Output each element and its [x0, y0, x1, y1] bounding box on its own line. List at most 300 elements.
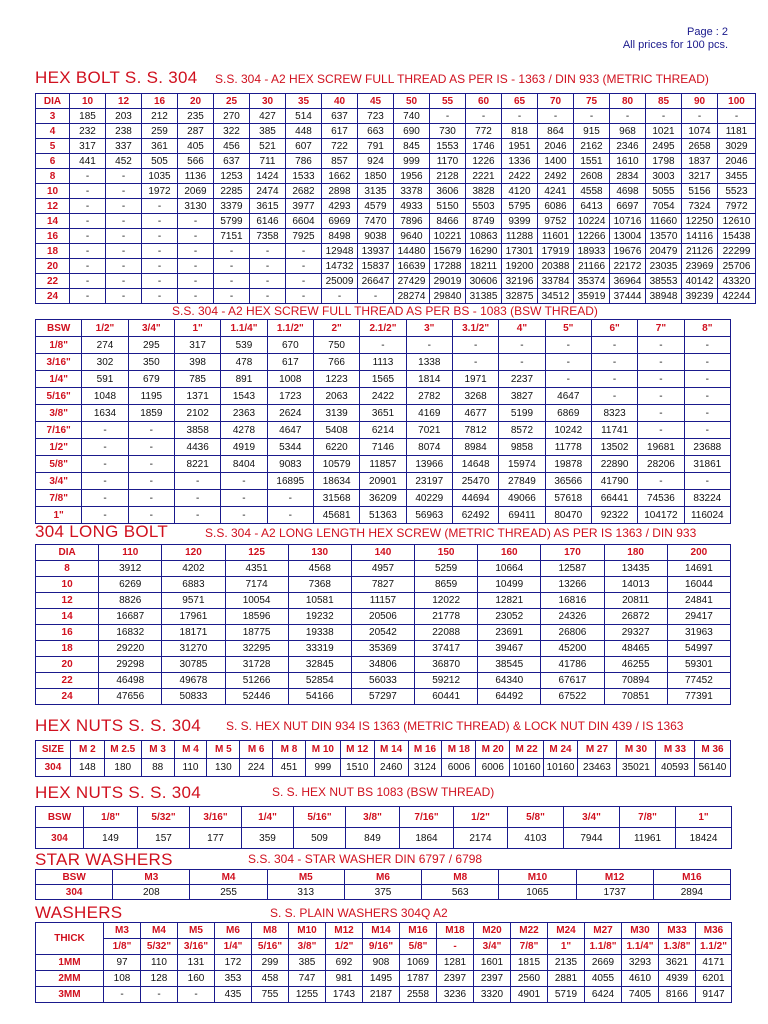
price-cell: - [106, 289, 142, 304]
column-header: M33 [659, 923, 696, 939]
column-header: 5/16" [252, 939, 289, 955]
row-header: 12 [36, 199, 70, 214]
price-cell: 6214 [360, 422, 406, 439]
price-cell: 9038 [358, 229, 394, 244]
price-cell: 22299 [718, 244, 756, 259]
price-cell: 18596 [225, 609, 288, 625]
price-cell: - [70, 289, 106, 304]
price-cell: - [684, 388, 730, 405]
price-cell: 317 [70, 139, 106, 154]
price-cell: - [82, 439, 128, 456]
price-cell: - [684, 337, 730, 354]
price-cell: 49066 [499, 490, 545, 507]
price-cell: 730 [430, 124, 466, 139]
price-cell: 6201 [696, 971, 732, 987]
price-cell: 52854 [288, 673, 351, 689]
price-cell: 3217 [682, 169, 718, 184]
price-cell: - [250, 244, 286, 259]
price-cell: 49678 [162, 673, 225, 689]
row-header: 20 [36, 259, 70, 274]
price-cell: 19338 [288, 625, 351, 641]
price-cell: 2608 [574, 169, 610, 184]
column-header: M 16 [408, 741, 442, 759]
column-header: 5/16" [294, 807, 346, 828]
price-cell: 7054 [646, 199, 682, 214]
star-washers-title: STAR WASHERS [35, 850, 173, 869]
price-cell: - [610, 109, 646, 124]
column-header: 5" [545, 320, 591, 337]
column-header: M 4 [174, 741, 207, 759]
price-cell: 31963 [667, 625, 730, 641]
long-bolt-title: 304 LONG BOLT [35, 522, 169, 541]
price-cell: - [322, 289, 358, 304]
price-cell: 441 [70, 154, 106, 169]
price-cell: 4241 [538, 184, 574, 199]
column-header: M5 [267, 870, 344, 885]
price-cell: 5523 [718, 184, 756, 199]
price-cell: 5503 [466, 199, 502, 214]
column-header: 110 [99, 545, 162, 561]
row-header: 12 [36, 593, 99, 609]
price-cell: - [82, 422, 128, 439]
price-cell: 23463 [577, 759, 616, 777]
price-cell: 16639 [394, 259, 430, 274]
price-cell: 6086 [538, 199, 574, 214]
price-cell: 4610 [622, 971, 659, 987]
price-cell: 13266 [541, 577, 604, 593]
hex-nuts-metric-subtitle: S. S. HEX NUT DIN 934 IS 1363 (METRIC THREAD) & LOCK NUT DIN 439 / IS 1363 [226, 719, 684, 733]
column-header: M4 [141, 923, 178, 939]
price-cell: 110 [141, 955, 178, 971]
price-cell: 4939 [659, 971, 696, 987]
price-cell: 27849 [499, 473, 545, 490]
row-header: 1" [36, 507, 82, 524]
price-cell: - [286, 244, 322, 259]
price-cell: 17301 [502, 244, 538, 259]
column-header: 75 [574, 94, 610, 109]
price-cell: - [214, 259, 250, 274]
price-cell: 1338 [406, 354, 452, 371]
price-cell: - [452, 337, 498, 354]
price-cell: 7151 [214, 229, 250, 244]
price-cell: 3124 [408, 759, 442, 777]
price-cell: 36209 [360, 490, 406, 507]
price-cell: 3236 [437, 987, 474, 1003]
price-cell: 4120 [502, 184, 538, 199]
price-cell: 238 [106, 124, 142, 139]
column-header: M 10 [305, 741, 340, 759]
price-cell: - [82, 507, 128, 524]
column-header: 160 [478, 545, 541, 561]
price-cell: 458 [252, 971, 289, 987]
row-header: 10 [36, 184, 70, 199]
price-cell: 23035 [646, 259, 682, 274]
price-cell: 32875 [502, 289, 538, 304]
price-cell: 2422 [502, 169, 538, 184]
price-cell: 21778 [415, 609, 478, 625]
price-cell: 1864 [400, 828, 454, 849]
price-cell: 2285 [214, 184, 250, 199]
column-header: M6 [215, 923, 252, 939]
price-cell: 19878 [545, 456, 591, 473]
price-cell: - [106, 184, 142, 199]
price-cell: 13570 [646, 229, 682, 244]
price-cell: 54997 [667, 641, 730, 657]
price-cell: 27429 [394, 274, 430, 289]
column-header: 1/2" [454, 807, 508, 828]
price-cell: 3606 [430, 184, 466, 199]
price-cell: 30606 [466, 274, 502, 289]
price-cell: 9858 [499, 439, 545, 456]
table-row [36, 987, 732, 1003]
column-header: M 12 [340, 741, 374, 759]
price-cell: 2898 [322, 184, 358, 199]
price-cell: - [646, 109, 682, 124]
price-cell: - [104, 987, 141, 1003]
price-cell: - [684, 422, 730, 439]
price-cell: 1662 [322, 169, 358, 184]
column-header: 7/16" [400, 807, 454, 828]
price-cell: - [128, 422, 174, 439]
price-cell: 514 [286, 109, 322, 124]
price-cell: 1170 [430, 154, 466, 169]
washers-subtitle: S. S. PLAIN WASHERS 304Q A2 [270, 906, 448, 920]
price-cell: 51363 [360, 507, 406, 524]
price-cell: 14480 [394, 244, 430, 259]
price-cell: 4351 [225, 561, 288, 577]
price-cell: 10863 [466, 229, 502, 244]
price-cell: - [178, 259, 214, 274]
price-cell: 999 [394, 154, 430, 169]
price-cell: 31270 [162, 641, 225, 657]
table-row [36, 456, 731, 473]
price-cell: 4647 [545, 388, 591, 405]
price-cell: - [178, 214, 214, 229]
column-header: 1.1/2" [696, 939, 732, 955]
header-row [36, 545, 731, 561]
price-cell: - [545, 337, 591, 354]
price-cell: 11961 [620, 828, 676, 849]
price-cell: - [638, 405, 684, 422]
price-cell: 14013 [604, 577, 667, 593]
price-cell: 864 [538, 124, 574, 139]
price-cell: 70894 [604, 673, 667, 689]
price-cell: 4169 [406, 405, 452, 422]
row-header: 5/16" [36, 388, 82, 405]
column-header: M30 [622, 923, 659, 939]
price-cell: 172 [215, 955, 252, 971]
price-cell: 28206 [638, 456, 684, 473]
price-cell: 1787 [400, 971, 437, 987]
price-cell: 451 [273, 759, 306, 777]
price-cell: - [178, 244, 214, 259]
price-cell: 1223 [313, 371, 359, 388]
table-row [36, 405, 731, 422]
column-header: 8" [684, 320, 730, 337]
price-cell: 891 [221, 371, 267, 388]
price-cell: 2397 [437, 971, 474, 987]
column-header: 120 [162, 545, 225, 561]
price-cell: 8221 [174, 456, 220, 473]
price-cell: 7812 [452, 422, 498, 439]
price-cell: 722 [322, 139, 358, 154]
price-cell: 924 [358, 154, 394, 169]
header-row [36, 320, 731, 337]
column-header: 7/8" [620, 807, 676, 828]
table-row [36, 124, 756, 139]
price-cell: 2221 [466, 169, 502, 184]
price-cell: 66441 [591, 490, 637, 507]
price-cell: 116024 [684, 507, 730, 524]
price-cell: 32196 [502, 274, 538, 289]
price-cell: 1746 [466, 139, 502, 154]
price-cell: 16687 [99, 609, 162, 625]
price-cell: 40142 [682, 274, 718, 289]
price-cell: - [70, 244, 106, 259]
price-cell: 46498 [99, 673, 162, 689]
price-cell: 456 [214, 139, 250, 154]
hex-bolt-title: HEX BOLT S. S. 304 [35, 68, 198, 87]
price-cell: 3827 [499, 388, 545, 405]
price-cell: 5408 [313, 422, 359, 439]
price-cell: 29840 [430, 289, 466, 304]
table-row [36, 354, 731, 371]
price-cell: 57297 [351, 689, 414, 705]
column-header: 180 [604, 545, 667, 561]
column-header: 35 [286, 94, 322, 109]
column-header: M16 [653, 870, 730, 885]
price-cell: 5199 [499, 405, 545, 422]
price-cell: 1972 [142, 184, 178, 199]
price-cell: - [106, 169, 142, 184]
price-cell: 12587 [541, 561, 604, 577]
price-cell: 51266 [225, 673, 288, 689]
price-cell: 679 [128, 371, 174, 388]
column-header: 90 [682, 94, 718, 109]
long-bolt-subtitle: S.S. 304 - A2 LONG LENGTH HEX SCREW (METRIC THREAD) AS PER IS 1363 / DIN 933 [205, 526, 697, 540]
price-cell: 5795 [502, 199, 538, 214]
price-cell: 1048 [82, 388, 128, 405]
row-header: 14 [36, 609, 99, 625]
price-cell: 16895 [267, 473, 313, 490]
column-header: 1" [676, 807, 732, 828]
price-cell: 9640 [394, 229, 430, 244]
price-cell: 22172 [610, 259, 646, 274]
table-row [36, 169, 756, 184]
price-cell: 38553 [646, 274, 682, 289]
price-cell: - [214, 289, 250, 304]
table-row [36, 971, 732, 987]
price-cell: 24841 [667, 593, 730, 609]
table-row [36, 577, 731, 593]
price-cell: 591 [82, 371, 128, 388]
price-cell: 12610 [718, 214, 756, 229]
price-cell: 34806 [351, 657, 414, 673]
row-header: 4 [36, 124, 70, 139]
price-cell: 36964 [610, 274, 646, 289]
price-cell: 2102 [174, 405, 220, 422]
price-cell: - [452, 354, 498, 371]
hex-nuts-metric-title: HEX NUTS S. S. 304 [35, 716, 202, 735]
price-cell: 772 [466, 124, 502, 139]
price-cell: 3139 [313, 405, 359, 422]
price-cell: 3135 [358, 184, 394, 199]
row-header: 5/8" [36, 456, 82, 473]
price-cell: 23197 [406, 473, 452, 490]
price-cell: 398 [174, 354, 220, 371]
price-cell: 12022 [415, 593, 478, 609]
bsw-screw-table [35, 319, 731, 524]
price-cell: 148 [70, 759, 104, 777]
price-cell: - [638, 337, 684, 354]
price-cell: 1837 [682, 154, 718, 169]
price-cell: - [638, 422, 684, 439]
star-washers-table [35, 869, 731, 900]
price-cell: - [174, 507, 220, 524]
price-cell: 2174 [454, 828, 508, 849]
price-cell: 18424 [676, 828, 732, 849]
price-cell: 8166 [659, 987, 696, 1003]
row-header: 3/16" [36, 354, 82, 371]
price-cell: 10160 [510, 759, 544, 777]
price-cell: 295 [128, 337, 174, 354]
price-cell: 5055 [646, 184, 682, 199]
column-header: 150 [415, 545, 478, 561]
price-cell: 67522 [541, 689, 604, 705]
price-cell: 361 [142, 139, 178, 154]
price-cell: 42244 [718, 289, 756, 304]
column-header: 9/16" [363, 939, 400, 955]
column-header: 60 [466, 94, 502, 109]
price-cell: - [174, 490, 220, 507]
price-cell: 313 [267, 885, 344, 900]
price-cell: 999 [305, 759, 340, 777]
row-header: 6 [36, 154, 70, 169]
price-cell: 56140 [694, 759, 730, 777]
price-cell: 2669 [585, 955, 622, 971]
price-cell: 15837 [358, 259, 394, 274]
price-cell: - [82, 473, 128, 490]
price-cell: 7925 [286, 229, 322, 244]
table-row [36, 609, 731, 625]
column-header: M 14 [374, 741, 408, 759]
price-cell: - [684, 473, 730, 490]
price-cell: 1253 [214, 169, 250, 184]
column-header: 16 [142, 94, 178, 109]
price-cell: 31861 [684, 456, 730, 473]
price-cell: 35021 [616, 759, 655, 777]
price-cell: 12250 [682, 214, 718, 229]
price-cell: 14691 [667, 561, 730, 577]
price-cell: 83224 [684, 490, 730, 507]
price-cell: 43320 [718, 274, 756, 289]
price-cell: 29298 [99, 657, 162, 673]
price-cell: 11857 [360, 456, 406, 473]
price-cell: 25009 [322, 274, 358, 289]
price-cell: 35369 [351, 641, 414, 657]
price-cell: 10054 [225, 593, 288, 609]
hex-nuts-metric-table [35, 740, 731, 777]
price-cell: 26872 [604, 609, 667, 625]
price-cell: 12948 [322, 244, 358, 259]
table-row [36, 689, 731, 705]
column-header: M 27 [577, 741, 616, 759]
price-cell: 7896 [394, 214, 430, 229]
column-header: 45 [358, 94, 394, 109]
row-header: 1MM [36, 955, 104, 971]
page-number: Page : 2 [687, 26, 728, 38]
price-cell: 4698 [610, 184, 646, 199]
price-cell: 405 [178, 139, 214, 154]
price-cell: 1281 [437, 955, 474, 971]
row-header: 2MM [36, 971, 104, 987]
column-header: 140 [351, 545, 414, 561]
price-cell: - [82, 456, 128, 473]
row-header: 24 [36, 289, 70, 304]
price-cell: 2658 [682, 139, 718, 154]
hex-nuts-metric-section [0, 716, 768, 773]
column-header: 3/16" [178, 939, 215, 955]
price-cell: 1195 [128, 388, 174, 405]
price-cell: 2135 [548, 955, 585, 971]
column-header: 6" [591, 320, 637, 337]
price-cell: 435 [215, 987, 252, 1003]
table-row [36, 625, 731, 641]
price-cell: - [286, 259, 322, 274]
price-cell: 563 [422, 885, 499, 900]
price-cell: 4171 [696, 955, 732, 971]
price-cell: 299 [252, 955, 289, 971]
price-cell: 39467 [478, 641, 541, 657]
price-cell: 20506 [351, 609, 414, 625]
price-cell: 766 [313, 354, 359, 371]
price-cell: 31385 [466, 289, 502, 304]
column-header: 1" [174, 320, 220, 337]
price-cell: 3977 [286, 199, 322, 214]
price-cell: 12266 [574, 229, 610, 244]
price-cell: 10499 [478, 577, 541, 593]
price-cell: 29417 [667, 609, 730, 625]
column-header: 1" [548, 939, 585, 955]
price-cell: 180 [104, 759, 141, 777]
price-cell: 22088 [415, 625, 478, 641]
price-cell: 1065 [499, 885, 576, 900]
table-row [36, 154, 756, 169]
price-cell: 2063 [313, 388, 359, 405]
price-cell: 4278 [221, 422, 267, 439]
price-cell: - [538, 109, 574, 124]
price-cell: - [70, 259, 106, 274]
price-cell: 1074 [682, 124, 718, 139]
price-cell: 15679 [430, 244, 466, 259]
price-cell: 6869 [545, 405, 591, 422]
price-cell: 4568 [288, 561, 351, 577]
price-cell: 478 [221, 354, 267, 371]
table-row [36, 955, 732, 971]
price-cell: 64492 [478, 689, 541, 705]
price-cell: 7174 [225, 577, 288, 593]
price-cell: 16290 [466, 244, 502, 259]
price-cell: 203 [106, 109, 142, 124]
price-cell: - [106, 199, 142, 214]
price-cell: 108 [104, 971, 141, 987]
price-cell: 2187 [363, 987, 400, 1003]
price-cell: 1971 [452, 371, 498, 388]
price-cell: 4055 [585, 971, 622, 987]
price-cell: 1510 [340, 759, 374, 777]
price-cell: 19676 [610, 244, 646, 259]
price-cell: - [128, 456, 174, 473]
